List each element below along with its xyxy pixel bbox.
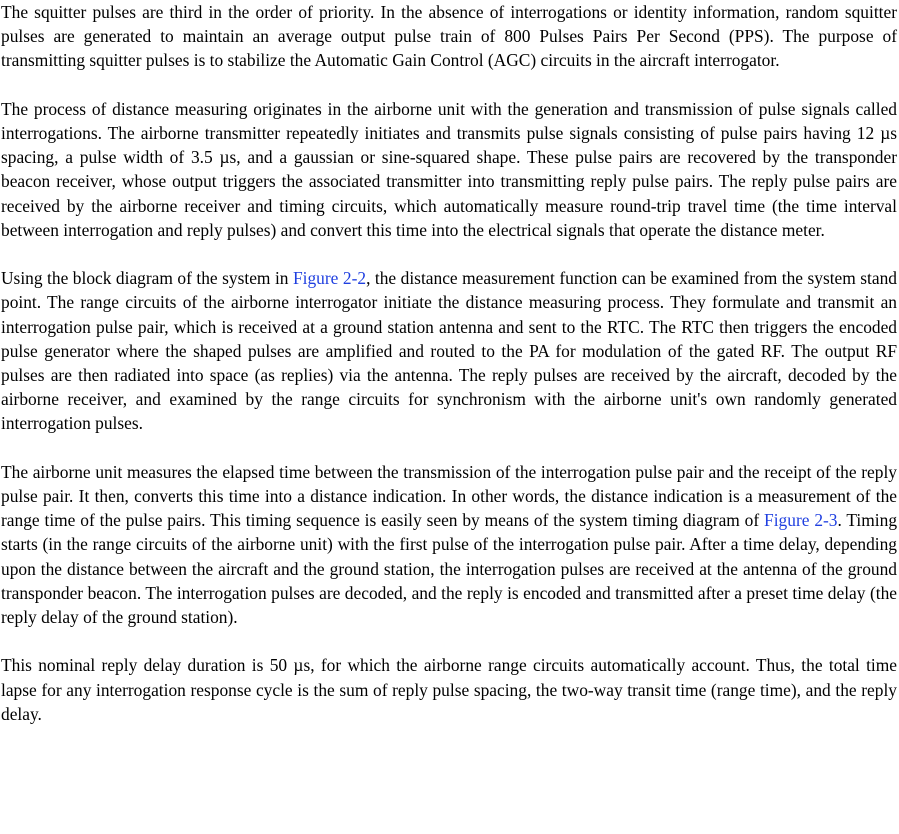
paragraph-block-diagram <box>1 266 897 435</box>
paragraph-text: The squitter pulses are third in the order of priority. In the absence of interrogations or identity information, random squitter pulses are generated to maintain an average output pulse train of 800 Pulses Pairs Per Second (PPS). The purpose of transmitting squitter pulses is to stabilize the Automatic Gain Control (AGC) circuits in the aircraft interrogator. <box>1 2 897 71</box>
paragraph-text: The process of distance measuring originates in the airborne unit with the generation and transmission of pulse signals called interrogations. The airborne transmitter repeatedly initiates and transmits pulse signals consisting of pulse pairs having 12 µs spacing, a pulse width of 3.5 µs, and a gaussian or sine-squared shape. These pulse pairs are recovered by the transponder beacon receiver, whose output triggers the associated transmitter into transmitting reply pulse pairs. The reply pulse pairs are received by the airborne receiver and timing circuits, which automatically measure round-trip travel time (the time interval between interrogation and reply pulses) and convert this time into the electrical signals that operate the distance meter. <box>1 98 897 240</box>
paragraph-elapsed-time <box>1 460 897 629</box>
paragraph-text: This nominal reply delay duration is 50 µs, for which the airborne range circuits automatically account. Thus, the total time lapse for any interrogation response cycle is the sum of reply pulse spacing, the two-way transit time (range time), and the reply delay. <box>1 655 897 724</box>
figure-2-2-link[interactable]: Figure 2-2 <box>292 268 367 289</box>
paragraph-text: Using the block diagram of the system in <box>1 268 293 289</box>
paragraph-distance-measuring-process <box>1 97 897 242</box>
figure-2-3-link[interactable]: Figure 2-3 <box>764 510 838 531</box>
paragraph-reply-delay <box>1 653 897 726</box>
paragraph-text: . Timing starts (in the range circuits of the airborne unit) with the first pulse of the interrogation pulse pair. After a time delay, depending upon the distance between the aircraft and the ground station, the interrogation pulses are received at the antenna of the ground transponder beacon. The interrogation pulses are decoded, and the reply is encoded and transmitted after a preset time delay (the reply delay of the ground station). <box>1 510 898 628</box>
paragraph-text: , the distance measurement function can be examined from the system stand point. The range circuits of the airborne interrogator initiate the distance measuring process. They formulate and transmit an interrogation pulse pair, which is received at a ground station antenna and sent to the RTC. The RTC then triggers the encoded pulse generator where the shaped pulses are amplified and routed to the PA for modulation of the gated RF. The output RF pulses are then radiated into space (as replies) via the antenna. The reply pulses are received by the aircraft, decoded by the airborne receiver, and examined by the range circuits for synchronism with the airborne unit's own randomly generated interrogation pulses. <box>1 268 897 434</box>
paragraph-squitter-pulses <box>1 0 897 73</box>
paragraph-text: The airborne unit measures the elapsed time between the transmission of the interrogation pulse pair and the receipt of the reply pulse pair. It then, converts this time into a distance indication. In other words, the distance indication is a measurement of the range time of the pulse pairs. This timing sequence is easily seen by means of the system timing diagram of <box>1 461 897 531</box>
